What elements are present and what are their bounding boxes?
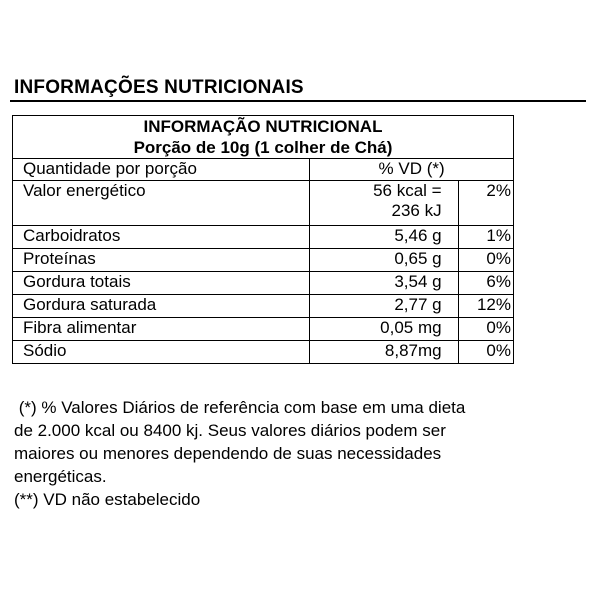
table-row [13,318,514,341]
header-quantity: Quantidade por porção [13,159,310,181]
nutrient-name: Proteínas [13,249,310,272]
nutrient-amount: 0,65 g [310,249,458,272]
nutrient-amount: 8,87mg [310,341,458,364]
table-header-row [13,159,514,181]
footnote-line: (*) % Valores Diários de referência com base em uma dieta [14,398,466,417]
table-title-row [13,116,514,159]
footnote-line: maiores ou menores dependendo de suas necessidades [14,444,442,463]
footnote-line: energéticas. [14,467,107,486]
table-title-cell [13,116,514,159]
nutrient-name: Gordura totais [13,272,310,295]
nutrient-name: Carboidratos [13,226,310,249]
nutrient-name: Gordura saturada [13,295,310,318]
nutrient-amount [310,181,458,226]
nutrient-amount: 2,77 g [310,295,458,318]
header-vd: % VD (*) [310,159,514,181]
amount-kcal: 56 kcal = [373,181,442,200]
footnote-vd-note: (**) VD não estabelecido [14,490,201,509]
table-row [13,181,514,226]
table-subtitle: Porção de 10g (1 colher de Chá) [133,138,393,157]
table-title: INFORMAÇÃO NUTRICIONAL [143,117,383,136]
nutrient-name: Valor energético [13,181,310,226]
footnotes [14,396,586,511]
table-row [13,249,514,272]
table-row [13,272,514,295]
page-title: INFORMAÇÕES NUTRICIONAIS [14,77,304,98]
table-row [13,295,514,318]
table-row [13,341,514,364]
nutrient-amount: 5,46 g [310,226,458,249]
nutrient-vd: 0% [458,318,513,341]
nutrient-amount: 0,05 mg [310,318,458,341]
nutrient-name: Sódio [13,341,310,364]
nutrient-vd: 0% [458,249,513,272]
footnote-line: de 2.000 kcal ou 8400 kj. Seus valores diários podem ser [14,421,446,440]
nutrient-amount: 3,54 g [310,272,458,295]
nutrient-name: Fibra alimentar [13,318,310,341]
table-row [13,226,514,249]
nutrient-vd: 2% [458,181,513,226]
amount-kj: 236 kJ [391,200,442,220]
nutrient-vd: 12% [458,295,513,318]
nutrient-vd: 1% [458,226,513,249]
nutrition-table [12,115,514,364]
nutrient-vd: 0% [458,341,513,364]
heading-divider [10,100,586,102]
nutrient-vd: 6% [458,272,513,295]
